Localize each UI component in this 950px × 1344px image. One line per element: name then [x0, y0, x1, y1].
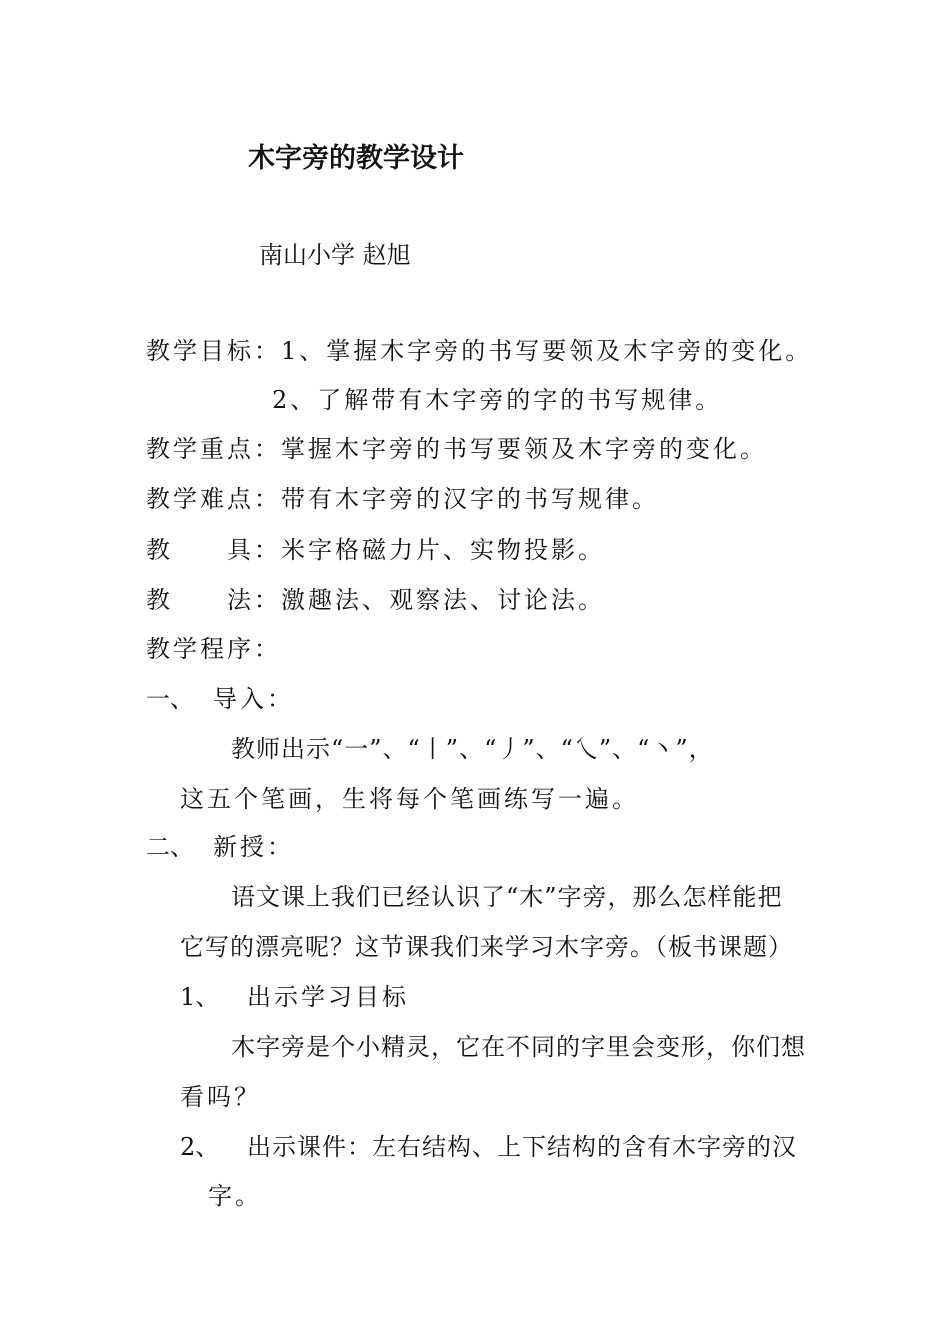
goal-2: 2、了解带有木字旁的字的书写规律。 — [272, 386, 723, 414]
goals-line — [146, 336, 812, 366]
item-2-continuation: 字。 — [208, 1182, 262, 1210]
section-1-title: 导入： — [213, 685, 294, 713]
difficulty-label: 教学难点： — [146, 485, 281, 513]
document-title: 木字旁的教学设计 — [248, 143, 464, 174]
item-1-title: 出示学习目标 — [247, 983, 409, 1011]
goals-label: 教学目标： — [146, 337, 281, 365]
item-2-number: 2、 — [180, 1133, 220, 1161]
difficulty-text: 带有木字旁的汉字的书写规律。 — [281, 485, 659, 513]
key-points-label: 教学重点： — [146, 435, 281, 463]
method-label: 教 法： — [146, 586, 281, 614]
section-2-para-line-2: 它写的漂亮呢？这节课我们来学习木字旁。（板书课题） — [180, 933, 793, 961]
section-1-para-line-2: 这五个笔画，生将每个笔画练写一遍。 — [180, 785, 639, 813]
tools-line — [146, 535, 605, 565]
difficulty-line — [146, 484, 659, 514]
key-points-text: 掌握木字旁的书写要领及木字旁的变化。 — [281, 435, 767, 463]
section-2-number: 二、 — [146, 833, 194, 861]
goal-1: 1、掌握木字旁的书写要领及木字旁的变化。 — [281, 337, 813, 365]
section-2-para-line-1: 语文课上我们已经认识了“木”字旁，那么怎样能把 — [231, 883, 783, 911]
item-1-number: 1、 — [180, 983, 220, 1011]
section-1-number: 一、 — [146, 685, 194, 713]
section-1-para-line-1: 教师出示“一”、“丨”、“丿”、“乀”、“丶”， — [231, 735, 714, 763]
procedure-label: 教学程序： — [146, 635, 281, 663]
method-text: 激趣法、观察法、讨论法。 — [281, 586, 605, 614]
tools-label: 教 具： — [146, 536, 281, 564]
section-2-title: 新授： — [213, 833, 294, 861]
key-points-line — [146, 434, 767, 464]
item-1-para-line-2: 看吗？ — [180, 1083, 261, 1111]
method-line — [146, 585, 605, 615]
item-2-title: 出示课件：左右结构、上下结构的含有木字旁的汉 — [247, 1133, 797, 1161]
item-1-para-line-1: 木字旁是个小精灵，它在不同的字里会变形，你们想 — [231, 1033, 806, 1061]
tools-text: 米字格磁力片、实物投影。 — [281, 536, 605, 564]
author-line: 南山小学 赵旭 — [259, 241, 411, 269]
